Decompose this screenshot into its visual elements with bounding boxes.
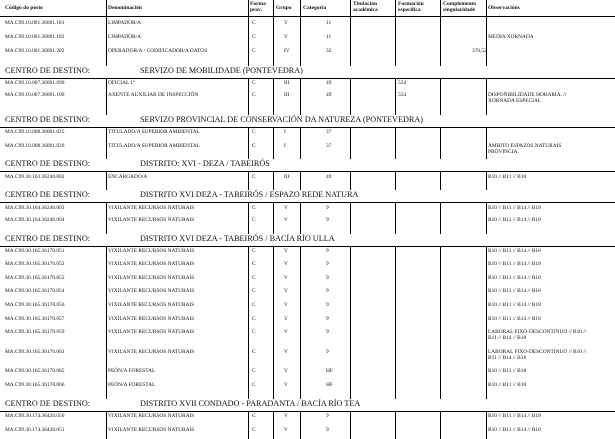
cell-grupo: III	[284, 80, 290, 86]
cell-codigo: MA.C99.30.174.36420.050	[5, 413, 65, 419]
centre-heading-label: CENTRO DE DESTINO:	[5, 159, 91, 168]
cell-observacions: B10 // B11 // B14 // B18	[488, 275, 541, 281]
cell-grupo: V	[284, 349, 288, 355]
centre-heading-label: CENTRO DE DESTINO:	[5, 115, 91, 124]
cell-codigo: MA.C99.10.001.36001.202	[5, 48, 65, 54]
cell-grupo: III	[284, 174, 290, 180]
centre-heading	[0, 159, 615, 172]
cell-codigo: MA.C99.30.164.36240.003	[5, 205, 65, 211]
table-header	[0, 0, 615, 17]
centre-heading-name: DISTRITO XVI DEZA - TABEIRÓS / ESPAZO REDE NATURA	[140, 190, 359, 199]
cell-forma-prov: C	[252, 217, 256, 223]
cell-denominacion: VIXILANTE RECURSOS NATURAIS	[108, 329, 195, 335]
cell-categoria: 11	[326, 34, 332, 40]
centre-heading	[0, 190, 615, 203]
cell-categoria: 11	[326, 20, 332, 26]
cell-categoria: 9	[326, 413, 329, 419]
cell-observacions: LABORAL FIXO-DESCONTINUO // B10 // B11 // B14 // B18	[488, 349, 587, 361]
cell-formacion: 554	[398, 80, 407, 86]
cell-categoria: 9	[326, 248, 329, 254]
header-observacions: Observacións	[488, 5, 520, 11]
cell-observacions: B10 // B11 // B14 // B18	[488, 316, 541, 322]
cell-denominacion: VIXILANTE RECURSOS NATURAIS	[108, 248, 195, 254]
cell-codigo: MA.C99.30.165.36170.066	[5, 382, 65, 388]
cell-denominacion: OPERADOR/A - CODIFICADOR/A DATOS	[108, 48, 208, 54]
cell-codigo: MA.C99.30.165.36170.062	[5, 349, 65, 355]
cell-forma-prov: C	[252, 413, 256, 419]
cell-forma-prov: C	[252, 302, 256, 308]
cell-forma-prov: C	[252, 427, 256, 433]
cell-observacions: MEDIA XORNADA	[488, 34, 534, 40]
cell-codigo: MA.C99.10.008.36001.025	[5, 129, 65, 135]
cell-denominacion: VIXILANTE RECURSOS NATURAIS	[108, 261, 195, 267]
cell-grupo: III	[284, 92, 290, 98]
cell-observacions: B10 // B11 // B14 // B18	[488, 413, 541, 419]
cell-forma-prov: C	[252, 205, 256, 211]
cell-grupo: IV	[284, 48, 290, 54]
cell-denominacion: OFICIAL 1ª	[108, 80, 135, 86]
cell-forma-prov: C	[252, 349, 256, 355]
cell-codigo: MA.C99.30.165.36170.054	[5, 288, 65, 294]
cell-forma-prov: C	[252, 288, 256, 294]
cell-denominacion: VIXILANTE RECURSOS NATURAIS	[108, 349, 195, 355]
cell-grupo: I	[284, 129, 286, 135]
cell-forma-prov: C	[252, 34, 256, 40]
cell-categoria: 49	[326, 174, 332, 180]
centre-heading	[0, 66, 615, 79]
cell-grupo: V	[284, 316, 288, 322]
cell-denominacion: VIXILANTE RECURSOS NATURAIS	[108, 275, 195, 281]
cell-grupo: V	[284, 368, 288, 374]
cell-denominacion: VIXILANTE RECURSOS NATURAIS	[108, 427, 195, 433]
cell-observacions: B10 // B11 // B14 // B18	[488, 248, 541, 254]
cell-codigo: MA.C99.30.165.36170.052	[5, 261, 65, 267]
header-denominacion: Denominación	[108, 5, 142, 11]
cell-grupo: V	[284, 427, 288, 433]
cell-denominacion: TITULADO/A SUPERIOR AMBIENTAL	[108, 143, 201, 149]
header-formacion: Formación específica	[398, 1, 424, 13]
cell-denominacion: TITULADO/A SUPERIOR AMBIENTAL	[108, 129, 201, 135]
cell-denominacion: VIXILANTE RECURSOS NATURAIS	[108, 205, 195, 211]
cell-forma-prov: C	[252, 382, 256, 388]
cell-categoria: 37	[326, 129, 332, 135]
cell-codigo: MA.C99.30.165.36170.051	[5, 248, 65, 254]
cell-categoria: 9	[326, 302, 329, 308]
cell-codigo: MA.C99.30.165.36170.065	[5, 368, 65, 374]
cell-forma-prov: C	[252, 174, 256, 180]
cell-codigo: MA.C99.30.165.36170.059	[5, 329, 65, 335]
cell-denominacion: AXENTE AUXILIAR DE INSPECCIÓN	[108, 92, 199, 98]
cell-observacions: ÁMBITO ESPAZOS NATURAIS PROVINCIA.	[488, 143, 562, 155]
header-grupo: Grupo	[276, 5, 292, 11]
cell-categoria: 9	[326, 288, 329, 294]
centre-heading-name: DISTRITO XVII CONDADO - PARADANTA / BACÍA RÍO TEA	[140, 399, 361, 408]
cell-codigo: MA.C99.10.007.36001.090	[5, 80, 65, 86]
cell-grupo: V	[284, 382, 288, 388]
cell-observacions: B10 // B11 // B18	[488, 382, 527, 388]
cell-observacions: B10 // B11 // B14 // B18	[488, 261, 541, 267]
header-categoria: Categoría	[303, 5, 327, 11]
cell-denominacion: VIXILANTE RECURSOS NATURAIS	[108, 413, 195, 419]
cell-denominacion: ENCARGADO/A	[108, 174, 148, 180]
cell-denominacion: LIMPADOR/A	[108, 20, 142, 26]
cell-categoria: 9	[326, 217, 329, 223]
cell-denominacion: LIMPADOR/A	[108, 34, 142, 40]
cell-forma-prov: C	[252, 143, 256, 149]
cell-codigo: MA.C99.30.174.36420.051	[5, 427, 65, 433]
cell-observacions: B10 // B11 // B14 // B18	[488, 217, 541, 223]
cell-observacions: B10 // B11 // B18	[488, 368, 527, 374]
cell-forma-prov: C	[252, 92, 256, 98]
cell-grupo: V	[284, 288, 288, 294]
centre-heading-label: CENTRO DE DESTINO:	[5, 190, 91, 199]
cell-forma-prov: C	[252, 261, 256, 267]
cell-observacions: B10 // B11 // B18	[488, 174, 527, 180]
cell-grupo: V	[284, 275, 288, 281]
cell-forma-prov: C	[252, 368, 256, 374]
cell-denominacion: VIXILANTE RECURSOS NATURAIS	[108, 217, 195, 223]
cell-observacions: LABORAL FIXO-DESCONTINUO // B10 // B11 // B14 // B18	[488, 329, 587, 341]
header-codigo: Código do posto	[5, 5, 43, 11]
cell-grupo: V	[284, 261, 288, 267]
cell-categoria: 9	[326, 205, 329, 211]
cell-grupo: V	[284, 20, 288, 26]
cell-grupo: V	[284, 217, 288, 223]
cell-observacions: DISPOÑIBILIDADE HORARIA. // XORNADA ESPECIAL	[488, 92, 567, 104]
cell-observacions: B10 // B11 // B14 // B18	[488, 205, 541, 211]
cell-codigo: MA.C99.10.007.36001.100	[5, 92, 65, 98]
cell-forma-prov: C	[252, 316, 256, 322]
centre-heading-name: SERVIZO PROVINCIAL DE CONSERVACIÓN DA NATUREZA (PONTEVEDRA)	[140, 115, 423, 124]
cell-codigo: MA.C99.30.165.36170.056	[5, 302, 65, 308]
cell-categoria: 9	[326, 427, 329, 433]
cell-categoria: HF	[326, 368, 333, 374]
cell-forma-prov: C	[252, 275, 256, 281]
cell-grupo: V	[284, 329, 288, 335]
cell-observacions: B10 // B11 // B14 // B18	[488, 302, 541, 308]
centre-heading	[0, 234, 615, 247]
cell-categoria: 32	[326, 48, 332, 54]
cell-categoria: 9	[326, 316, 329, 322]
cell-denominacion: VIXILANTE RECURSOS NATURAIS	[108, 288, 195, 294]
cell-codigo: MA.C99.30.164.36240.004	[5, 217, 65, 223]
cell-formacion: 554	[398, 92, 407, 98]
centre-heading-label: CENTRO DE DESTINO:	[5, 234, 91, 243]
cell-grupo: V	[284, 205, 288, 211]
header-complemento: Complemento singularidade	[443, 1, 476, 13]
centre-heading-label: CENTRO DE DESTINO:	[5, 66, 91, 75]
centre-heading-label: CENTRO DE DESTINO:	[5, 399, 91, 408]
cell-forma-prov: C	[252, 20, 256, 26]
cell-forma-prov: C	[252, 129, 256, 135]
centre-heading-name: DISTRITO: XVI - DEZA / TABEIRÓS	[140, 159, 270, 168]
centre-heading	[0, 399, 615, 412]
cell-categoria: 49	[326, 80, 332, 86]
header-titulacion: Titulación académica	[353, 1, 378, 13]
cell-categoria: 37	[326, 143, 332, 149]
cell-categoria: HF	[326, 382, 333, 388]
cell-codigo: MA.C99.30.163.36240.002	[5, 174, 65, 180]
cell-forma-prov: C	[252, 48, 256, 54]
cell-forma-prov: C	[252, 329, 256, 335]
cell-denominacion: PEÓN/A FORESTAL	[108, 382, 156, 388]
cell-denominacion: PEÓN/A FORESTAL	[108, 368, 156, 374]
cell-forma-prov: C	[252, 248, 256, 254]
cell-categoria: 9	[326, 261, 329, 267]
centre-heading	[0, 115, 615, 128]
cell-categoria: 9	[326, 329, 329, 335]
cell-grupo: V	[284, 302, 288, 308]
cell-complemento: 370,52	[472, 48, 487, 54]
cell-categoria: 9	[326, 275, 329, 281]
cell-grupo: V	[284, 248, 288, 254]
cell-observacions: B10 // B11 // B14 // B18	[488, 427, 541, 433]
cell-grupo: I	[284, 143, 286, 149]
cell-observacions: B10 // B11 // B14 // B18	[488, 288, 541, 294]
cell-codigo: MA.C99.10.001.36001.181	[5, 20, 65, 26]
cell-forma-prov: C	[252, 80, 256, 86]
cell-codigo: MA.C99.10.008.36001.026	[5, 143, 65, 149]
centre-heading-name: SERVIZO DE MOBILIDADE (PONTEVEDRA)	[140, 66, 303, 75]
cell-grupo: V	[284, 413, 288, 419]
header-forma-prov: Forma prov.	[250, 1, 266, 13]
cell-denominacion: VIXILANTE RECURSOS NATURAIS	[108, 302, 195, 308]
cell-denominacion: VIXILANTE RECURSOS NATURAIS	[108, 316, 195, 322]
centre-heading-name: DISTRITO XVI DEZA - TABEIRÓS / BACÍA RÍO ULLA	[140, 234, 335, 243]
cell-codigo: MA.C99.30.165.36170.053	[5, 275, 65, 281]
cell-categoria: 9	[326, 349, 329, 355]
cell-codigo: MA.C99.10.001.36001.182	[5, 34, 65, 40]
cell-grupo: V	[284, 34, 288, 40]
cell-codigo: MA.C99.30.165.36170.057	[5, 316, 65, 322]
cell-categoria: 49	[326, 92, 332, 98]
